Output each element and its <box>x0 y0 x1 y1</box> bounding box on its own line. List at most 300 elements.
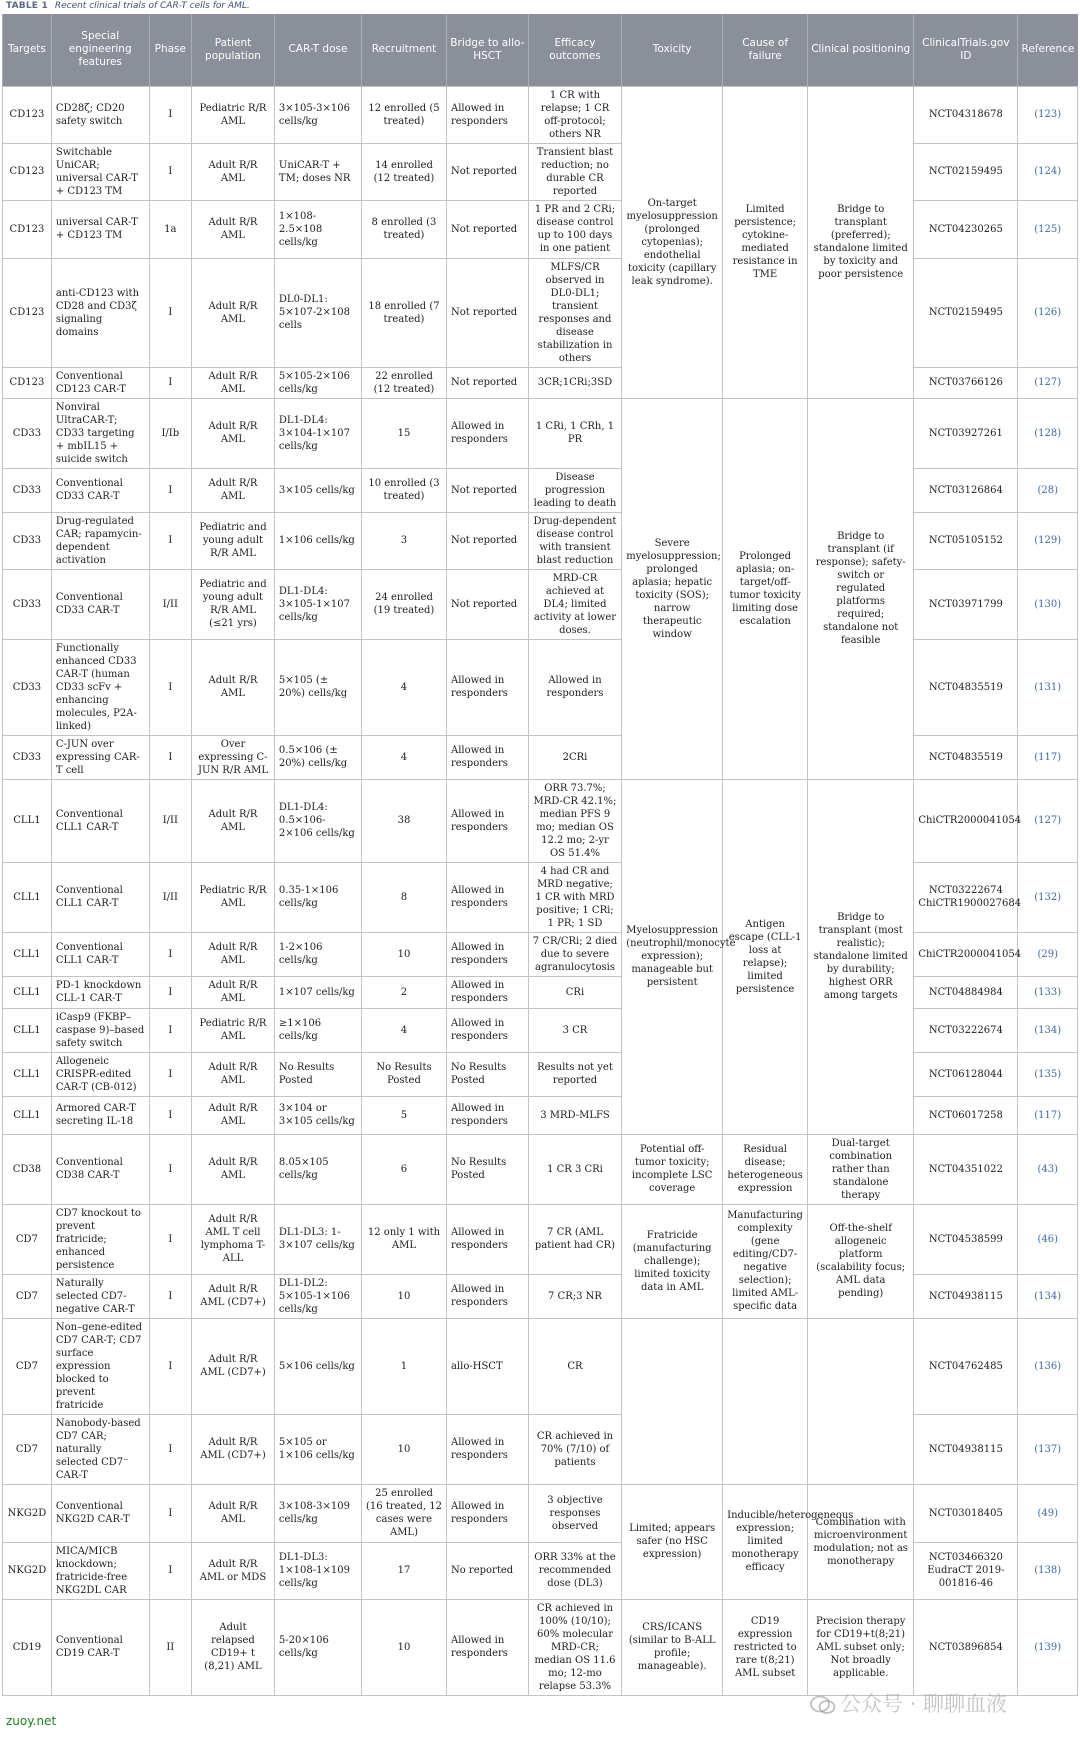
table-caption <box>0 0 1080 14</box>
header-bridge: Bridge to allo-HSCT <box>446 14 528 86</box>
trial-id-cell: NCT04538599 <box>914 1204 1018 1274</box>
header-dose: CAR-T dose <box>274 14 361 86</box>
recruitment-cell: 4 <box>362 735 447 779</box>
phase-cell: I <box>149 367 191 398</box>
positioning-group-cell: Off-the-shelf allogeneic platform (scalability focus; AML data pending) <box>808 1204 914 1318</box>
population-cell: Adult R/R AML T cell lymphoma T-ALL <box>192 1204 275 1274</box>
trial-id-cell: NCT03126864 <box>914 468 1018 512</box>
features-cell: Conventional CD19 CAR-T <box>51 1599 149 1695</box>
dose-cell: DL1-DL4: 0.5×106-2×106 cells/kg <box>274 779 361 862</box>
features-cell: universal CAR-T + CD123 TM <box>51 200 149 258</box>
header-recruitment: Recruitment <box>362 14 447 86</box>
reference-link[interactable]: (135) <box>1018 1052 1078 1096</box>
population-cell: Adult R/R AML <box>192 1052 275 1096</box>
phase-cell: I <box>149 1134 191 1204</box>
population-cell: Adult R/R AML <box>192 1134 275 1204</box>
table-row <box>3 200 1078 258</box>
bridge-cell: Allowed in responders <box>446 639 528 735</box>
bridge-cell: Allowed in responders <box>446 1414 528 1484</box>
phase-cell: I <box>149 1052 191 1096</box>
failure-group-cell: Residual disease; heterogeneous expression <box>723 1134 808 1204</box>
table-label: TABLE 1 <box>6 1 48 11</box>
bridge-cell: Allowed in responders <box>446 1204 528 1274</box>
dose-cell: 5-20×106 cells/kg <box>274 1599 361 1695</box>
watermark <box>810 1688 1007 1718</box>
efficacy-cell: Results not yet reported <box>528 1052 621 1096</box>
bridge-cell: Allowed in responders <box>446 976 528 1008</box>
dose-cell: 1-2×106 cells/kg <box>274 932 361 976</box>
population-cell: Over expressing C-JUN R/R AML <box>192 735 275 779</box>
phase-cell: I <box>149 932 191 976</box>
population-cell: Adult R/R AML <box>192 468 275 512</box>
dose-cell: 3×108-3×109 cells/kg <box>274 1484 361 1542</box>
population-cell: Adult R/R AML or MDS <box>192 1542 275 1599</box>
trial-id-cell: NCT04938115 <box>914 1274 1018 1318</box>
efficacy-cell: CR achieved in 100% (10/10); 60% molecular MRD-CR; median OS 11.6 mo; 12-mo relapse 53.3% <box>528 1599 621 1695</box>
efficacy-cell: ORR 33% at the recommended dose (DL3) <box>528 1542 621 1599</box>
bridge-cell: Allowed in responders <box>446 1599 528 1695</box>
table-row <box>3 468 1078 512</box>
header-trial-id: ClinicalTrials.gov ID <box>914 14 1018 86</box>
reference-link[interactable]: (117) <box>1018 735 1078 779</box>
dose-cell: 0.35-1×106 cells/kg <box>274 862 361 932</box>
phase-cell: I <box>149 1484 191 1542</box>
recruitment-cell: 8 enrolled (3 treated) <box>362 200 447 258</box>
toxicity-group-cell <box>622 1318 723 1484</box>
table-row <box>3 512 1078 569</box>
table-row <box>3 932 1078 976</box>
recruitment-cell: 18 enrolled (7 treated) <box>362 258 447 367</box>
features-cell: Conventional NKG2D CAR-T <box>51 1484 149 1542</box>
target-cell: CD7 <box>3 1414 52 1484</box>
trial-id-cell: NCT02159495 <box>914 258 1018 367</box>
dose-cell: UniCAR-T + TM; doses NR <box>274 143 361 200</box>
toxicity-group-cell: Fratricide (manufacturing challenge); limited toxicity data in AML <box>622 1204 723 1318</box>
toxicity-group-cell: Potential off-tumor toxicity; incomplete LSC coverage <box>622 1134 723 1204</box>
dose-cell: 5×105 or 1×106 cells/kg <box>274 1414 361 1484</box>
features-cell: CD7 knockout to prevent fratricide; enhanced persistence <box>51 1204 149 1274</box>
bridge-cell: Not reported <box>446 569 528 639</box>
recruitment-cell: 3 <box>362 512 447 569</box>
toxicity-group-cell: Limited; appears safer (no HSC expression) <box>622 1484 723 1599</box>
efficacy-cell: 4 had CR and MRD negative; 1 CR with MRD positive; 1 CRi; 1 PR; 1 SD <box>528 862 621 932</box>
trial-id-cell: NCT04884984 <box>914 976 1018 1008</box>
features-cell: C-JUN over expressing CAR-T cell <box>51 735 149 779</box>
reference-link[interactable]: (129) <box>1018 512 1078 569</box>
efficacy-cell: CR achieved in 70% (7/10) of patients <box>528 1414 621 1484</box>
recruitment-cell: 8 <box>362 862 447 932</box>
bridge-cell: Allowed in responders <box>446 779 528 862</box>
reference-link[interactable]: (131) <box>1018 639 1078 735</box>
target-cell: CLL1 <box>3 1008 52 1052</box>
reference-link[interactable]: (43) <box>1018 1134 1078 1204</box>
population-cell: Adult R/R AML <box>192 143 275 200</box>
recruitment-cell: 6 <box>362 1134 447 1204</box>
phase-cell: I <box>149 735 191 779</box>
bridge-cell: Allowed in responders <box>446 1274 528 1318</box>
trial-id-cell: NCT03971799 <box>914 569 1018 639</box>
efficacy-cell: 3 objective responses observed <box>528 1484 621 1542</box>
phase-cell: I <box>149 1096 191 1134</box>
target-cell: CLL1 <box>3 862 52 932</box>
table-row <box>3 1204 1078 1274</box>
recruitment-cell: 4 <box>362 639 447 735</box>
efficacy-cell: CR <box>528 1318 621 1414</box>
positioning-group-cell: Bridge to transplant (if response); safety-switch or regulated platforms required; standalone not feasible <box>808 398 914 779</box>
dose-cell: DL0-DL1: 5×107-2×108 cells <box>274 258 361 367</box>
efficacy-cell: Disease progression leading to death <box>528 468 621 512</box>
table-row <box>3 779 1078 862</box>
table-title: Recent clinical trials of CAR-T cells for AML. <box>54 1 250 11</box>
recruitment-cell: 17 <box>362 1542 447 1599</box>
reference-link[interactable]: (126) <box>1018 258 1078 367</box>
bridge-cell: No reported <box>446 1542 528 1599</box>
failure-group-cell: Antigen escape (CLL-1 loss at relapse); limited persistence <box>723 779 808 1134</box>
target-cell: CD123 <box>3 367 52 398</box>
target-cell: CD7 <box>3 1204 52 1274</box>
failure-group-cell: Manufacturing complexity (gene editing/CD7-negative selection); limited AML-specific data <box>723 1204 808 1318</box>
dose-cell: 5×105 (± 20%) cells/kg <box>274 639 361 735</box>
features-cell: Conventional CLL1 CAR-T <box>51 779 149 862</box>
table-row <box>3 862 1078 932</box>
features-cell: anti-CD123 with CD28 and CD3ζ signaling domains <box>51 258 149 367</box>
bridge-cell: allo-HSCT <box>446 1318 528 1414</box>
target-cell: CD123 <box>3 86 52 143</box>
bridge-cell: No Results Posted <box>446 1052 528 1096</box>
target-cell: CLL1 <box>3 976 52 1008</box>
reference-link[interactable]: (134) <box>1018 1274 1078 1318</box>
dose-cell: 8.05×105 cells/kg <box>274 1134 361 1204</box>
target-cell: CLL1 <box>3 932 52 976</box>
recruitment-cell: 10 <box>362 1599 447 1695</box>
dose-cell: 5×105-2×106 cells/kg <box>274 367 361 398</box>
target-cell: CD33 <box>3 398 52 468</box>
population-cell: Adult R/R AML <box>192 1096 275 1134</box>
dose-cell: DL1-DL4: 3×104-1×107 cells/kg <box>274 398 361 468</box>
features-cell: Switchable UniCAR; universal CAR-T + CD123 TM <box>51 143 149 200</box>
table-row <box>3 1318 1078 1414</box>
header-toxicity: Toxicity <box>622 14 723 86</box>
footer-site-label: zuoy.net <box>6 1714 57 1728</box>
watermark-text: 公众号 · 聊聊血液 <box>840 1692 1008 1716</box>
header-failure: Cause of failure <box>723 14 808 86</box>
efficacy-cell: MLFS/CR observed in DL0-DL1; transient responses and disease stabilization in others <box>528 258 621 367</box>
trial-id-cell: NCT05105152 <box>914 512 1018 569</box>
efficacy-cell: 3 MRD-MLFS <box>528 1096 621 1134</box>
features-cell: iCasp9 (FKBP–caspase 9)–based safety switch <box>51 1008 149 1052</box>
trial-id-cell: NCT04351022 <box>914 1134 1018 1204</box>
trial-id-cell: NCT04938115 <box>914 1414 1018 1484</box>
efficacy-cell: 1 CR 3 CRi <box>528 1134 621 1204</box>
failure-group-cell: CD19 expression restricted to rare t(8;21) AML subset <box>723 1599 808 1695</box>
efficacy-cell: 7 CR;3 NR <box>528 1274 621 1318</box>
reference-link[interactable]: (136) <box>1018 1318 1078 1414</box>
reference-link[interactable]: (128) <box>1018 398 1078 468</box>
recruitment-cell: 24 enrolled (19 treated) <box>362 569 447 639</box>
reference-link[interactable]: (28) <box>1018 468 1078 512</box>
phase-cell: I <box>149 86 191 143</box>
reference-link[interactable]: (132) <box>1018 862 1078 932</box>
efficacy-cell: 7 CR (AML patient had CR) <box>528 1204 621 1274</box>
table-row <box>3 569 1078 639</box>
reference-link[interactable]: (29) <box>1018 932 1078 976</box>
bridge-cell: Allowed in responders <box>446 862 528 932</box>
reference-link[interactable]: (134) <box>1018 1008 1078 1052</box>
target-cell: CD7 <box>3 1274 52 1318</box>
phase-cell: I <box>149 468 191 512</box>
toxicity-group-cell: CRS/ICANS (similar to B-ALL profile; manageable). <box>622 1599 723 1695</box>
dose-cell: 1×107 cells/kg <box>274 976 361 1008</box>
population-cell: Adult R/R AML (CD7+) <box>192 1318 275 1414</box>
reference-link[interactable]: (138) <box>1018 1542 1078 1599</box>
bridge-cell: Allowed in responders <box>446 932 528 976</box>
failure-group-cell: Inducible/heterogeneous expression; limited monotherapy efficacy <box>723 1484 808 1599</box>
features-cell: Naturally selected CD7-negative CAR-T <box>51 1274 149 1318</box>
reference-link[interactable]: (124) <box>1018 143 1078 200</box>
trial-id-cell: NCT04835519 <box>914 735 1018 779</box>
target-cell: CD123 <box>3 143 52 200</box>
dose-cell: DL1-DL4: 3×105-1×107 cells/kg <box>274 569 361 639</box>
features-cell: Conventional CD33 CAR-T <box>51 468 149 512</box>
population-cell: Pediatric and young adult R/R AML (≤21 yrs) <box>192 569 275 639</box>
phase-cell: I <box>149 143 191 200</box>
header-reference: Reference <box>1018 14 1078 86</box>
target-cell: CD33 <box>3 512 52 569</box>
efficacy-cell: 1 PR and 2 CRi; disease control up to 100 days in one patient <box>528 200 621 258</box>
header-positioning: Clinical positioning <box>808 14 914 86</box>
trial-id-cell: NCT03766126 <box>914 367 1018 398</box>
reference-link[interactable]: (127) <box>1018 367 1078 398</box>
failure-group-cell <box>723 1318 808 1484</box>
target-cell: NKG2D <box>3 1542 52 1599</box>
failure-group-cell: Prolonged aplasia; on-target/off-tumor toxicity limiting dose escalation <box>723 398 808 779</box>
table-row <box>3 1052 1078 1096</box>
recruitment-cell: 38 <box>362 779 447 862</box>
target-cell: NKG2D <box>3 1484 52 1542</box>
population-cell: Adult relapsed CD19+ t (8,21) AML <box>192 1599 275 1695</box>
table-row <box>3 367 1078 398</box>
population-cell: Adult R/R AML (CD7+) <box>192 1414 275 1484</box>
population-cell: Adult R/R AML <box>192 258 275 367</box>
target-cell: CD19 <box>3 1599 52 1695</box>
dose-cell: 1×106 cells/kg <box>274 512 361 569</box>
phase-cell: I <box>149 1318 191 1414</box>
population-cell: Adult R/R AML <box>192 779 275 862</box>
reference-link[interactable]: (130) <box>1018 569 1078 639</box>
bridge-cell: Not reported <box>446 258 528 367</box>
phase-cell: I <box>149 639 191 735</box>
clinical-trials-table <box>2 14 1078 1696</box>
population-cell: Adult R/R AML (CD7+) <box>192 1274 275 1318</box>
recruitment-cell: 10 <box>362 1414 447 1484</box>
bridge-cell: Not reported <box>446 512 528 569</box>
reference-link[interactable]: (117) <box>1018 1096 1078 1134</box>
efficacy-cell: Allowed in responders <box>528 639 621 735</box>
features-cell: Drug-regulated CAR; rapamycin-dependent activation <box>51 512 149 569</box>
target-cell: CLL1 <box>3 779 52 862</box>
trial-id-cell: NCT06128044 <box>914 1052 1018 1096</box>
dose-cell: DL1-DL3: 1×108-1×109 cells/kg <box>274 1542 361 1599</box>
trial-id-cell: NCT03018405 <box>914 1484 1018 1542</box>
features-cell: Conventional CD123 CAR-T <box>51 367 149 398</box>
header-targets: Targets <box>3 14 52 86</box>
population-cell: Pediatric R/R AML <box>192 862 275 932</box>
table-row <box>3 1542 1078 1599</box>
bridge-cell: Allowed in responders <box>446 398 528 468</box>
table-row <box>3 735 1078 779</box>
dose-cell: 3×105-3×106 cells/kg <box>274 86 361 143</box>
dose-cell: DL1-DL2: 5×105-1×106 cells/kg <box>274 1274 361 1318</box>
target-cell: CD33 <box>3 569 52 639</box>
positioning-group-cell: Precision therapy for CD19+t(8;21) AML subset only; Not broadly applicable. <box>808 1599 914 1695</box>
features-cell: Conventional CLL1 CAR-T <box>51 862 149 932</box>
phase-cell: I <box>149 1274 191 1318</box>
bridge-cell: Allowed in responders <box>446 1484 528 1542</box>
target-cell: CLL1 <box>3 1052 52 1096</box>
table-row <box>3 1134 1078 1204</box>
efficacy-cell: 2CRi <box>528 735 621 779</box>
bridge-cell: Not reported <box>446 143 528 200</box>
dose-cell: ≥1×106 cells/kg <box>274 1008 361 1052</box>
recruitment-cell: 22 enrolled (12 treated) <box>362 367 447 398</box>
efficacy-cell: Drug-dependent disease control with transient blast reduction <box>528 512 621 569</box>
features-cell: Non–gene-edited CD7 CAR-T; CD7 surface expression blocked to prevent fratricide <box>51 1318 149 1414</box>
phase-cell: I <box>149 1414 191 1484</box>
bridge-cell: Allowed in responders <box>446 1008 528 1052</box>
trial-id-cell: NCT03222674 <box>914 1008 1018 1052</box>
features-cell: Functionally enhanced CD33 CAR-T (human CD33 scFv + enhancing molecules, P2A-linked) <box>51 639 149 735</box>
target-cell: CD33 <box>3 735 52 779</box>
table-row <box>3 1274 1078 1318</box>
trial-id-cell: NCT06017258 <box>914 1096 1018 1134</box>
efficacy-cell: Transient blast reduction; no durable CR reported <box>528 143 621 200</box>
table-row <box>3 1008 1078 1052</box>
trial-id-cell: NCT02159495 <box>914 143 1018 200</box>
recruitment-cell: 10 <box>362 932 447 976</box>
table-row <box>3 1599 1078 1695</box>
features-cell: Conventional CD38 CAR-T <box>51 1134 149 1204</box>
target-cell: CD123 <box>3 200 52 258</box>
population-cell: Adult R/R AML <box>192 976 275 1008</box>
efficacy-cell: CRi <box>528 976 621 1008</box>
efficacy-cell: 1 CRi, 1 CRh, 1 PR <box>528 398 621 468</box>
reference-link[interactable]: (49) <box>1018 1484 1078 1542</box>
reference-link[interactable]: (127) <box>1018 779 1078 862</box>
wechat-icon <box>810 1695 836 1715</box>
trial-id-cell: NCT04835519 <box>914 639 1018 735</box>
phase-cell: I <box>149 1204 191 1274</box>
dose-cell: 0.5×106 (± 20%) cells/kg <box>274 735 361 779</box>
reference-link[interactable]: (123) <box>1018 86 1078 143</box>
phase-cell: II <box>149 1599 191 1695</box>
bridge-cell: Allowed in responders <box>446 735 528 779</box>
bridge-cell: Not reported <box>446 468 528 512</box>
reference-link[interactable]: (139) <box>1018 1599 1078 1695</box>
positioning-group-cell: Combination with microenvironment modulation; not as monotherapy <box>808 1484 914 1599</box>
population-cell: Pediatric R/R AML <box>192 1008 275 1052</box>
recruitment-cell: 10 enrolled (3 treated) <box>362 468 447 512</box>
phase-cell: 1a <box>149 200 191 258</box>
recruitment-cell: 4 <box>362 1008 447 1052</box>
recruitment-cell: 12 only 1 with AML <box>362 1204 447 1274</box>
phase-cell: I/II <box>149 779 191 862</box>
positioning-group-cell <box>808 1318 914 1484</box>
toxicity-group-cell: On-target myelosuppression (prolonged cytopenias); endothelial toxicity (capillary leak syndrome). <box>622 86 723 398</box>
trial-id-cell: NCT04762485 <box>914 1318 1018 1414</box>
recruitment-cell: 25 enrolled (16 treated, 12 cases were AML) <box>362 1484 447 1542</box>
header-efficacy: Efficacy outcomes <box>528 14 621 86</box>
table-row <box>3 398 1078 468</box>
reference-link[interactable]: (133) <box>1018 976 1078 1008</box>
features-cell: Allogeneic CRISPR-edited CAR-T (CB-012) <box>51 1052 149 1096</box>
positioning-group-cell: Bridge to transplant (preferred); standalone limited by toxicity and poor persistence <box>808 86 914 398</box>
reference-link[interactable]: (125) <box>1018 200 1078 258</box>
recruitment-cell: 14 enrolled (12 treated) <box>362 143 447 200</box>
target-cell: CLL1 <box>3 1096 52 1134</box>
table-row <box>3 976 1078 1008</box>
features-cell: Armored CAR-T secreting IL-18 <box>51 1096 149 1134</box>
target-cell: CD123 <box>3 258 52 367</box>
recruitment-cell: 15 <box>362 398 447 468</box>
table-row <box>3 1096 1078 1134</box>
efficacy-cell: 1 CR with relapse; 1 CR off-protocol; others NR <box>528 86 621 143</box>
header-features: Special engineering features <box>51 14 149 86</box>
recruitment-cell: 10 <box>362 1274 447 1318</box>
features-cell: Conventional CLL1 CAR-T <box>51 932 149 976</box>
target-cell: CD33 <box>3 468 52 512</box>
phase-cell: I <box>149 512 191 569</box>
population-cell: Adult R/R AML <box>192 1484 275 1542</box>
phase-cell: I/II <box>149 862 191 932</box>
positioning-group-cell: Bridge to transplant (most realistic); standalone limited by durability; highest ORR among targets <box>808 779 914 1134</box>
population-cell: Adult R/R AML <box>192 639 275 735</box>
header-phase: Phase <box>149 14 191 86</box>
dose-cell: 1×108-2.5×108 cells/kg <box>274 200 361 258</box>
bridge-cell: Allowed in responders <box>446 86 528 143</box>
recruitment-cell: 1 <box>362 1318 447 1414</box>
bridge-cell: Allowed in responders <box>446 1096 528 1134</box>
features-cell: Nonviral UltraCAR-T; CD33 targeting + mbIL15 + suicide switch <box>51 398 149 468</box>
table-row <box>3 258 1078 367</box>
trial-id-cell: NCT04230265 <box>914 200 1018 258</box>
features-cell: PD-1 knockdown CLL-1 CAR-T <box>51 976 149 1008</box>
dose-cell: 5×106 cells/kg <box>274 1318 361 1414</box>
recruitment-cell: 2 <box>362 976 447 1008</box>
population-cell: Adult R/R AML <box>192 200 275 258</box>
features-cell: MICA/MICB knockdown; fratricide-free NKG2DL CAR <box>51 1542 149 1599</box>
recruitment-cell: 12 enrolled (5 treated) <box>362 86 447 143</box>
table-row <box>3 639 1078 735</box>
target-cell: CD33 <box>3 639 52 735</box>
features-cell: Nanobody-based CD7 CAR; naturally selected CD7⁻ CAR-T <box>51 1414 149 1484</box>
trial-id-cell: NCT04318678 <box>914 86 1018 143</box>
table-row <box>3 86 1078 143</box>
population-cell: Pediatric R/R AML <box>192 86 275 143</box>
trial-id-cell: ChiCTR2000041054 <box>914 932 1018 976</box>
phase-cell: I <box>149 1008 191 1052</box>
trial-id-cell: NCT03222674 ChiCTR1900027684 <box>914 862 1018 932</box>
phase-cell: I/II <box>149 569 191 639</box>
phase-cell: I/Ib <box>149 398 191 468</box>
trial-id-cell: NCT03466320 EudraCT 2019-001816-46 <box>914 1542 1018 1599</box>
reference-link[interactable]: (137) <box>1018 1414 1078 1484</box>
features-cell: CD28ζ; CD20 safety switch <box>51 86 149 143</box>
bridge-cell: Not reported <box>446 367 528 398</box>
trial-id-cell: NCT03927261 <box>914 398 1018 468</box>
reference-link[interactable]: (46) <box>1018 1204 1078 1274</box>
phase-cell: I <box>149 1542 191 1599</box>
population-cell: Pediatric and young adult R/R AML <box>192 512 275 569</box>
